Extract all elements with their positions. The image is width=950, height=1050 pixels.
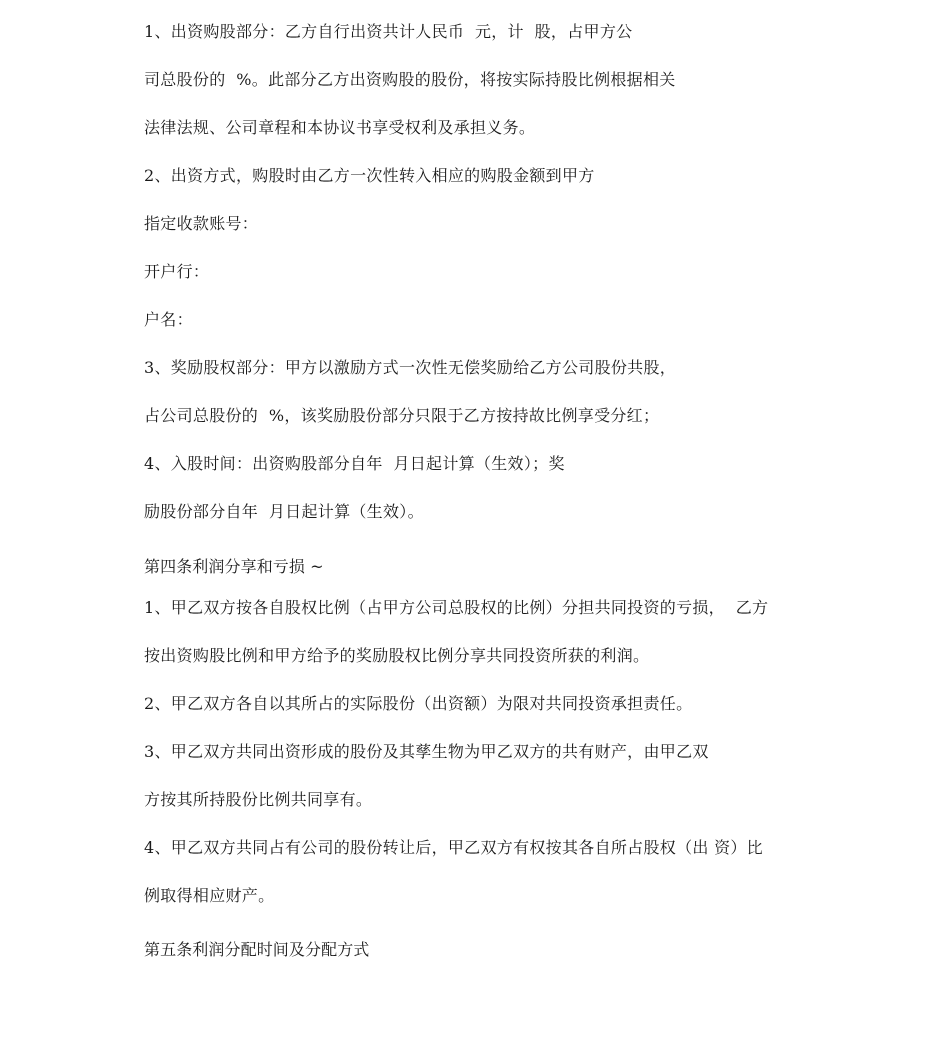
clause-text-line: 司总股份的 %。此部分乙方出资购股的股份，将按实际持股比例根据相关 bbox=[144, 70, 676, 89]
article-four-heading: 第四条利润分享和亏损 ~ bbox=[144, 557, 324, 576]
clause-text-line: 按出资购股比例和甲方给予的奖励股权比例分享共同投资所获的利润。 bbox=[144, 646, 650, 665]
clause-text-line: 1、甲乙双方按各自股权比例（占甲方公司总股权的比例）分担共同投资的亏损， 乙方 bbox=[144, 598, 769, 617]
article-five-heading: 第五条利润分配时间及分配方式 bbox=[144, 940, 370, 959]
clause-text-line: 法律法规、公司章程和本协议书享受权利及承担义务。 bbox=[144, 118, 536, 137]
clause-text-line: 2、甲乙双方各自以其所占的实际股份（出资额）为限对共同投资承担责任。 bbox=[144, 694, 693, 713]
clause-text-line: 占公司总股份的 %，该奖励股份部分只限于乙方按持故比例享受分红； bbox=[144, 406, 660, 425]
clause-text-line: 1、出资购股部分：乙方自行出资共计人民币 元，计 股，占甲方公 bbox=[144, 22, 633, 41]
clause-text-line: 3、奖励股权部分：甲方以激励方式一次性无偿奖励给乙方公司股份共股， bbox=[144, 358, 677, 377]
clause-text-line: 方按其所持股份比例共同享有。 bbox=[144, 790, 373, 809]
clause-text-line: 2、出资方式，购股时由乙方一次性转入相应的购股金额到甲方 bbox=[144, 166, 595, 185]
account-name-line: 户名： bbox=[144, 310, 193, 329]
clause-text-line: 例取得相应财产。 bbox=[144, 886, 275, 905]
clause-text-line: 3、甲乙双方共同出资形成的股份及其孳生物为甲乙双方的共有财产，由甲乙双 bbox=[144, 742, 709, 761]
bank-name-line: 开户行： bbox=[144, 262, 210, 281]
clause-text-line: 4、甲乙双方共同占有公司的股份转让后，甲乙双方有权按其各自所占股权（出 资）比 bbox=[144, 838, 763, 857]
clause-text-line: 4、入股时间：出资购股部分自年 月日起计算（生效）；奖 bbox=[144, 454, 565, 473]
clause-text-line: 励股份部分自年 月日起计算（生效）。 bbox=[144, 502, 424, 521]
account-number-line: 指定收款账号： bbox=[144, 214, 259, 233]
